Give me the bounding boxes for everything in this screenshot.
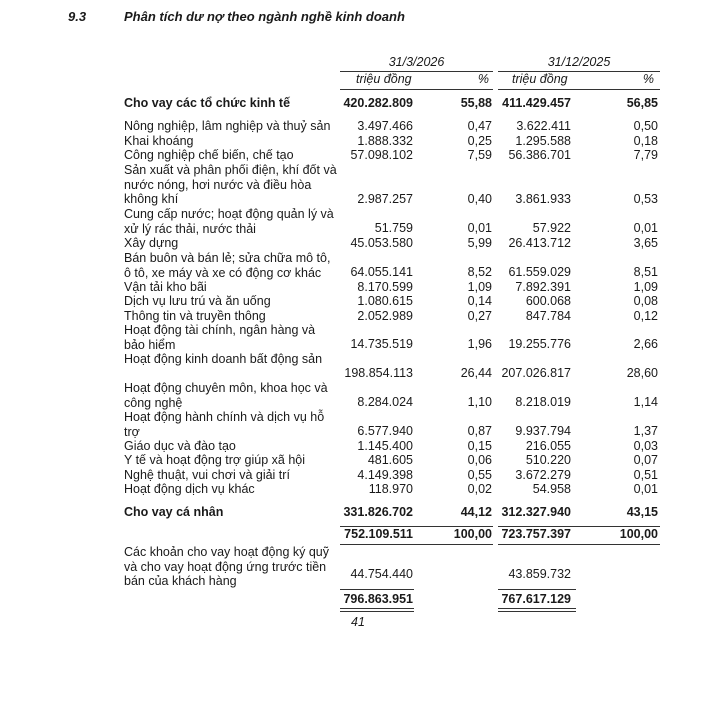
table-row (0, 439, 716, 454)
table-row (0, 236, 716, 251)
percent-period-2: 0,01 (633, 482, 658, 497)
percent-period-1: 5,99 (467, 236, 492, 251)
percent-period-1: 1,96 (467, 337, 492, 352)
value-period-2: 56.386.701 (508, 148, 571, 163)
row-label: Hoạt động chuyên môn, khoa học và công nghệ (124, 381, 328, 410)
table-row (0, 410, 716, 439)
value-period-2: 600.068 (525, 294, 571, 309)
value-period-2: 19.255.776 (508, 337, 571, 352)
value-period-2: 411.429.457 (502, 96, 571, 111)
percent-period-1: 0,47 (467, 119, 492, 134)
percent-period-1: 55,88 (460, 96, 492, 111)
value-period-1: 51.759 (374, 221, 413, 236)
percent-period-1: 1,09 (467, 280, 492, 295)
subtotal-rule-2 (498, 526, 660, 527)
value-period-1: 4.149.398 (357, 468, 413, 483)
value-period-1: 8.284.024 (357, 395, 413, 410)
percent-period-2: 1,14 (633, 395, 658, 410)
value-period-1: 6.577.940 (357, 424, 413, 439)
value-period-2: 26.413.712 (508, 236, 571, 251)
row-label: Y tế và hoạt động trợ giúp xã hội (124, 453, 306, 467)
table-row (0, 482, 716, 497)
table-row (0, 280, 716, 295)
table-row (0, 381, 716, 410)
grand-total-rule-2 (498, 608, 576, 612)
percent-period-2: 0,01 (633, 221, 658, 236)
row-label: Cho vay cá nhân (124, 505, 224, 519)
percent-period-2: 1,09 (633, 280, 658, 295)
row-label: Dịch vụ lưu trú và ăn uống (124, 294, 271, 308)
table-row (0, 352, 716, 381)
percent-period-2: 0,53 (633, 192, 658, 207)
row-label: Hoạt động kinh doanh bất động sản (124, 352, 323, 366)
percent-period-2: 7,79 (633, 148, 658, 163)
percent-period-2: 28,60 (626, 366, 658, 381)
row-label: Bán buôn và bán lẻ; sửa chữa mô tô, ô tô, xe máy và xe có động cơ khác (124, 251, 331, 280)
table-row (0, 468, 716, 483)
table-row (0, 163, 716, 207)
unit-label-1: triệu đồng (356, 72, 412, 86)
value-period-2: 3.672.279 (515, 468, 571, 483)
row-label: Giáo dục và đào tạo (124, 439, 236, 453)
value-period-1: 481.605 (367, 453, 413, 468)
percent-period-2: 100,00 (619, 527, 658, 542)
percent-period-2: 0,51 (633, 468, 658, 483)
value-period-2: 1.295.588 (515, 134, 571, 149)
value-period-1: 64.055.141 (350, 265, 413, 280)
table-row (0, 134, 716, 149)
percent-period-2: 0,50 (633, 119, 658, 134)
section-title: Phân tích dư nợ theo ngành nghề kinh doanh (124, 9, 405, 24)
percent-period-1: 0,87 (467, 424, 492, 439)
total-rule-1 (340, 544, 493, 545)
row-label: Công nghiệp chế biến, chế tạo (124, 148, 294, 162)
table-row (0, 453, 716, 468)
row-label: Hoạt động hành chính và dịch vụ hỗ trợ (124, 410, 325, 439)
percent-period-1: 0,25 (467, 134, 492, 149)
percent-period-1: 0,40 (467, 192, 492, 207)
table-row (0, 545, 716, 589)
value-period-1: 3.497.466 (357, 119, 413, 134)
percent-period-1: 0,06 (467, 453, 492, 468)
unit-label-2: triệu đồng (512, 72, 568, 86)
value-period-2: 767.617.129 (501, 592, 571, 607)
percent-period-1: 0,01 (467, 221, 492, 236)
percent-period-2: 0,12 (633, 309, 658, 324)
percent-period-1: 0,02 (467, 482, 492, 497)
table-row (0, 527, 716, 542)
row-label: Các khoản cho vay hoạt động ký quỹ và cho vay hoạt động ứng trước tiền bán của khách hàng (124, 545, 329, 589)
percent-period-1: 1,10 (467, 395, 492, 410)
row-label: Vận tải kho bãi (124, 280, 207, 294)
percent-period-2: 0,18 (633, 134, 658, 149)
sum-rule-2 (498, 589, 576, 590)
percent-period-2: 1,37 (633, 424, 658, 439)
percent-period-2: 0,07 (633, 453, 658, 468)
row-label: Hoạt động dịch vụ khác (124, 482, 255, 496)
value-period-1: 14.735.519 (350, 337, 413, 352)
percent-period-2: 56,85 (626, 96, 658, 111)
value-period-1: 1.145.400 (357, 439, 413, 454)
row-label: Hoạt động tài chính, ngân hàng và bảo hiểm (124, 323, 316, 352)
value-period-1: 420.282.809 (343, 96, 413, 111)
percent-period-1: 26,44 (460, 366, 492, 381)
value-period-2: 3.861.933 (515, 192, 571, 207)
value-period-2: 510.220 (525, 453, 571, 468)
table-row (0, 592, 716, 607)
table-row (0, 251, 716, 280)
row-label: Xây dựng (124, 236, 179, 250)
percent-period-2: 0,08 (633, 294, 658, 309)
value-period-2: 54.958 (532, 482, 571, 497)
percent-period-1: 100,00 (453, 527, 492, 542)
sum-rule-1 (340, 589, 414, 590)
value-period-1: 2.987.257 (357, 192, 413, 207)
section-number: 9.3 (68, 9, 87, 24)
percent-period-1: 7,59 (467, 148, 492, 163)
grand-total-rule-1 (340, 608, 414, 612)
value-period-2: 312.327.940 (501, 505, 571, 520)
row-label: Thông tin và truyền thông (124, 309, 266, 323)
value-period-1: 331.826.702 (343, 505, 413, 520)
table-row (0, 505, 716, 520)
period-header-2: 31/12/2025 (498, 55, 660, 72)
percent-period-1: 44,12 (460, 505, 492, 520)
percent-period-1: 0,14 (467, 294, 492, 309)
percent-period-1: 0,55 (467, 468, 492, 483)
value-period-2: 216.055 (525, 439, 571, 454)
row-label: Nghệ thuật, vui chơi và giải trí (124, 468, 290, 482)
value-period-2: 57.922 (532, 221, 571, 236)
value-period-1: 2.052.989 (357, 309, 413, 324)
value-period-1: 8.170.599 (357, 280, 413, 295)
percent-period-2: 43,15 (626, 505, 658, 520)
value-period-1: 198.854.113 (344, 366, 413, 381)
value-period-2: 207.026.817 (501, 366, 571, 381)
table-row (0, 96, 716, 111)
percent-period-2: 2,66 (633, 337, 658, 352)
table-row (0, 207, 716, 236)
value-period-1: 1.888.332 (357, 134, 413, 149)
total-rule-2 (498, 544, 660, 545)
table-row (0, 294, 716, 309)
page-number (0, 615, 716, 629)
value-period-1: 118.970 (368, 482, 413, 497)
percent-period-2: 3,65 (633, 236, 658, 251)
percent-period-1: 0,27 (467, 309, 492, 324)
value-period-2: 8.218.019 (515, 395, 571, 410)
value-period-2: 43.859.732 (508, 567, 571, 582)
page-number-text: 41 (351, 615, 365, 629)
row-label: Nông nghiệp, lâm nghiệp và thuỷ sản (124, 119, 331, 133)
percent-period-2: 8,51 (633, 265, 658, 280)
value-period-1: 796.863.951 (343, 592, 413, 607)
percent-period-1: 8,52 (467, 265, 492, 280)
period-header-1: 31/3/2026 (340, 55, 493, 72)
table-row (0, 309, 716, 324)
value-period-2: 3.622.411 (516, 119, 571, 134)
table-row (0, 323, 716, 352)
value-period-2: 61.559.029 (508, 265, 571, 280)
percent-period-2: 0,03 (633, 439, 658, 454)
value-period-2: 7.892.391 (515, 280, 571, 295)
value-period-2: 847.784 (525, 309, 571, 324)
row-label: Khai khoáng (124, 134, 194, 148)
row-label: Sản xuất và phân phối điện, khí đốt và nước nóng, hơi nước và điều hòa không khí (124, 163, 337, 207)
value-period-1: 44.754.440 (350, 567, 413, 582)
value-period-1: 1.080.615 (357, 294, 413, 309)
table-row (0, 148, 716, 163)
value-period-2: 723.757.397 (501, 527, 571, 542)
table-row (0, 119, 716, 134)
value-period-1: 752.109.511 (344, 527, 413, 542)
row-label: Cung cấp nước; hoạt động quản lý và xử lý rác thải, nước thải (124, 207, 334, 236)
row-label: Cho vay các tổ chức kinh tế (124, 96, 291, 110)
percent-label-1: % (477, 72, 489, 86)
percent-label-2: % (642, 72, 654, 86)
value-period-1: 45.053.580 (350, 236, 413, 251)
value-period-2: 9.937.794 (515, 424, 571, 439)
percent-period-1: 0,15 (467, 439, 492, 454)
subtotal-rule-1 (340, 526, 493, 527)
value-period-1: 57.098.102 (350, 148, 413, 163)
